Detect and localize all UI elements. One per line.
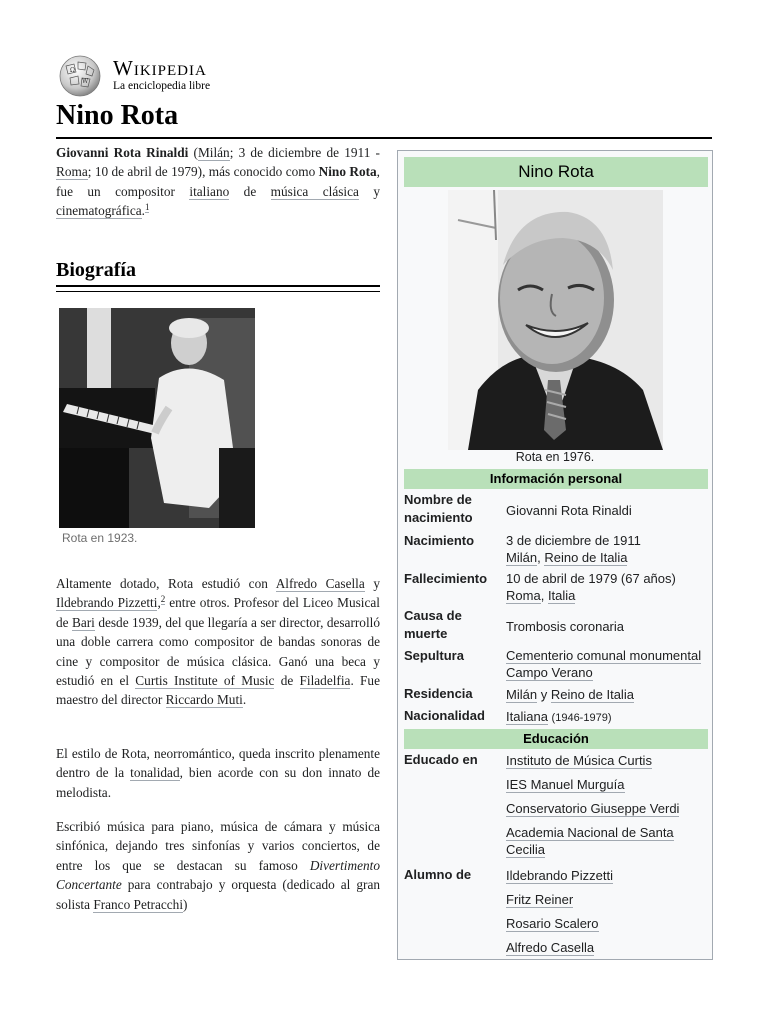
- value-birth: [506, 532, 706, 566]
- link-death-country[interactable]: Italia: [547, 588, 576, 603]
- label-nationality: Nacionalidad: [404, 708, 485, 723]
- link-teacher-reiner[interactable]: Fritz Reiner: [506, 892, 574, 907]
- nationality-years: (1946-1979): [551, 712, 612, 724]
- separator: ,: [537, 550, 541, 565]
- bio-paragraph-1: [56, 574, 380, 710]
- bio-text: ,: [157, 595, 161, 611]
- separator: ,: [540, 588, 545, 603]
- wikipedia-wordmark[interactable]: [113, 57, 210, 93]
- reference-link[interactable]: 2: [160, 593, 166, 604]
- bio-text: , bien acorde con su don innato de melodista.: [56, 765, 381, 800]
- link-instituto-curtis[interactable]: Instituto de Música Curtis: [506, 753, 652, 768]
- value-birth-name: Giovanni Rota Rinaldi: [506, 503, 632, 518]
- link-residence-city[interactable]: Milán: [506, 687, 538, 702]
- connector: y: [540, 687, 548, 702]
- section-divider: [56, 291, 380, 292]
- brand-name: Wikipedia: [113, 56, 207, 80]
- intro-text: ; 10 de abril de 1979), más conocido como: [87, 164, 319, 180]
- value-burial: [506, 647, 706, 681]
- bio-text: Escribió música para piano, música de cámara y música sinfónica, dejando tres sinfonías y varios conciertos, de entre los que se destacan su famoso: [56, 819, 380, 873]
- bio-text: Altamente dotado, Rota estudió con: [56, 576, 276, 591]
- work-title: Divertimento Concertante: [56, 857, 380, 893]
- value-nationality: [506, 708, 706, 727]
- photo-rota-1923[interactable]: [59, 308, 255, 528]
- section-heading-biografia: Biografía: [56, 259, 136, 281]
- title-divider: [56, 137, 712, 139]
- link-conservatorio-verdi[interactable]: Conservatorio Giuseppe Verdi: [506, 801, 680, 816]
- bio-text: ): [183, 896, 188, 912]
- value-educated-at: [506, 752, 706, 858]
- reference-link[interactable]: 1: [144, 201, 150, 212]
- link-teacher-pizzetti[interactable]: Ildebrando Pizzetti: [506, 868, 613, 883]
- bio-text: El estilo de Rota, neorromántico, queda inscrito plenamente dentro de la: [56, 746, 380, 781]
- link-death-city[interactable]: Roma: [506, 588, 541, 603]
- photo-rota-1976-image: [448, 190, 663, 450]
- label-educated-at: Educado en: [404, 752, 478, 767]
- bio-text: para contrabajo y orquesta (dedicado al gran solista: [56, 877, 380, 912]
- link-curtis-institute[interactable]: Curtis Institute of Music: [135, 673, 275, 689]
- svg-text:W: W: [82, 78, 89, 85]
- page-title: Nino Rota: [56, 100, 179, 131]
- infobox-section-personal: Información personal: [404, 469, 708, 489]
- death-date: 10 de abril de 1979 (67 años): [506, 571, 676, 586]
- bio-paragraph-3: [56, 817, 380, 914]
- birth-date: 3 de diciembre de 1911: [506, 533, 641, 548]
- link-italiana[interactable]: Italiana: [506, 709, 548, 724]
- link-roma[interactable]: Roma: [56, 164, 88, 180]
- bio-text: y: [364, 576, 380, 591]
- infobox-title: Nino Rota: [404, 157, 708, 187]
- link-birth-country[interactable]: Reino de Italia: [544, 550, 628, 565]
- intro-text: (: [188, 145, 198, 160]
- intro-text: ; 3 de diciembre de 1911 -: [229, 145, 380, 160]
- bio-text: desde 1939, del que llegaría a ser director, desarrolló una doble carrera como compositor de bandas sonoras de cine y compositor de música clásica. Ganó una beca y estudió en el: [56, 614, 380, 689]
- label-death: Fallecimiento: [404, 571, 488, 586]
- label-cause-of-death: Causa de muerte: [404, 608, 462, 641]
- link-cinematografica[interactable]: cinematográfica: [56, 203, 142, 219]
- link-filadelfia[interactable]: Filadelfia: [299, 673, 351, 689]
- link-italiano[interactable]: italiano: [189, 183, 230, 199]
- birth-place: [506, 549, 706, 566]
- label-burial: Sepultura: [404, 648, 464, 663]
- infobox-section-education: Educación: [404, 729, 708, 749]
- svg-text:Ω: Ω: [70, 67, 75, 74]
- value-cause-of-death: Trombosis coronaria: [506, 619, 625, 634]
- link-franco-petracchi[interactable]: Franco Petracchi: [93, 896, 184, 912]
- intro-text: .: [141, 203, 145, 219]
- infobox-photo-caption: Rota en 1976.: [515, 450, 595, 464]
- known-as: Nino Rota: [318, 164, 377, 180]
- link-academia-santa-cecilia[interactable]: Academia Nacional de Santa Cecilia: [506, 825, 674, 857]
- photo-rota-1976[interactable]: [448, 190, 663, 450]
- wikipedia-globe-icon[interactable]: [56, 54, 104, 98]
- link-teacher-casella[interactable]: Alfredo Casella: [506, 940, 595, 955]
- full-name: Giovanni Rota Rinaldi: [56, 145, 189, 160]
- link-residence-country[interactable]: Reino de Italia: [550, 687, 634, 702]
- intro-text: y: [358, 183, 380, 199]
- label-birth: Nacimiento: [404, 533, 475, 548]
- value-residence: [506, 686, 706, 703]
- intro-paragraph: [56, 143, 380, 221]
- link-birth-city[interactable]: Milán: [506, 550, 538, 565]
- link-tonalidad[interactable]: tonalidad: [130, 765, 180, 781]
- bio-text: . Fue maestro del director: [56, 673, 380, 708]
- value-death: [506, 570, 706, 604]
- brand-tagline: La enciclopedia libre: [113, 80, 211, 92]
- reference-1[interactable]: [145, 202, 150, 213]
- photo-caption-1923: Rota en 1923.: [62, 531, 138, 545]
- infobox: [397, 150, 713, 960]
- bio-text: entre otros. Profesor del Liceo Musical de: [56, 595, 380, 630]
- value-student-of: [506, 867, 706, 956]
- bio-text: .: [242, 692, 247, 708]
- link-ies-manuel-murguia[interactable]: IES Manuel Murguía: [506, 777, 625, 792]
- link-teacher-scalero[interactable]: Rosario Scalero: [506, 916, 599, 931]
- link-cementerio-verano[interactable]: Cementerio comunal monumental Campo Verano: [506, 648, 702, 680]
- link-bari[interactable]: Bari: [71, 614, 95, 630]
- link-riccardo-muti[interactable]: Riccardo Muti: [165, 692, 243, 708]
- link-ildebrando-pizzetti[interactable]: Ildebrando Pizzetti: [56, 595, 158, 611]
- link-musica-clasica[interactable]: música clásica: [270, 183, 359, 199]
- death-place: [506, 587, 706, 604]
- label-residence: Residencia: [404, 686, 473, 701]
- label-birth-name: Nombre de nacimiento: [404, 492, 473, 525]
- photo-rota-1923-image: [59, 308, 255, 528]
- link-milan[interactable]: Milán: [197, 145, 230, 160]
- intro-text: de: [229, 183, 271, 199]
- bio-text: de: [274, 673, 300, 689]
- bio-paragraph-2: [56, 744, 380, 802]
- intro-text: , fue un compositor: [56, 164, 380, 199]
- link-alfredo-casella[interactable]: Alfredo Casella: [275, 576, 365, 591]
- label-student-of: Alumno de: [404, 867, 472, 882]
- section-divider: [56, 285, 380, 287]
